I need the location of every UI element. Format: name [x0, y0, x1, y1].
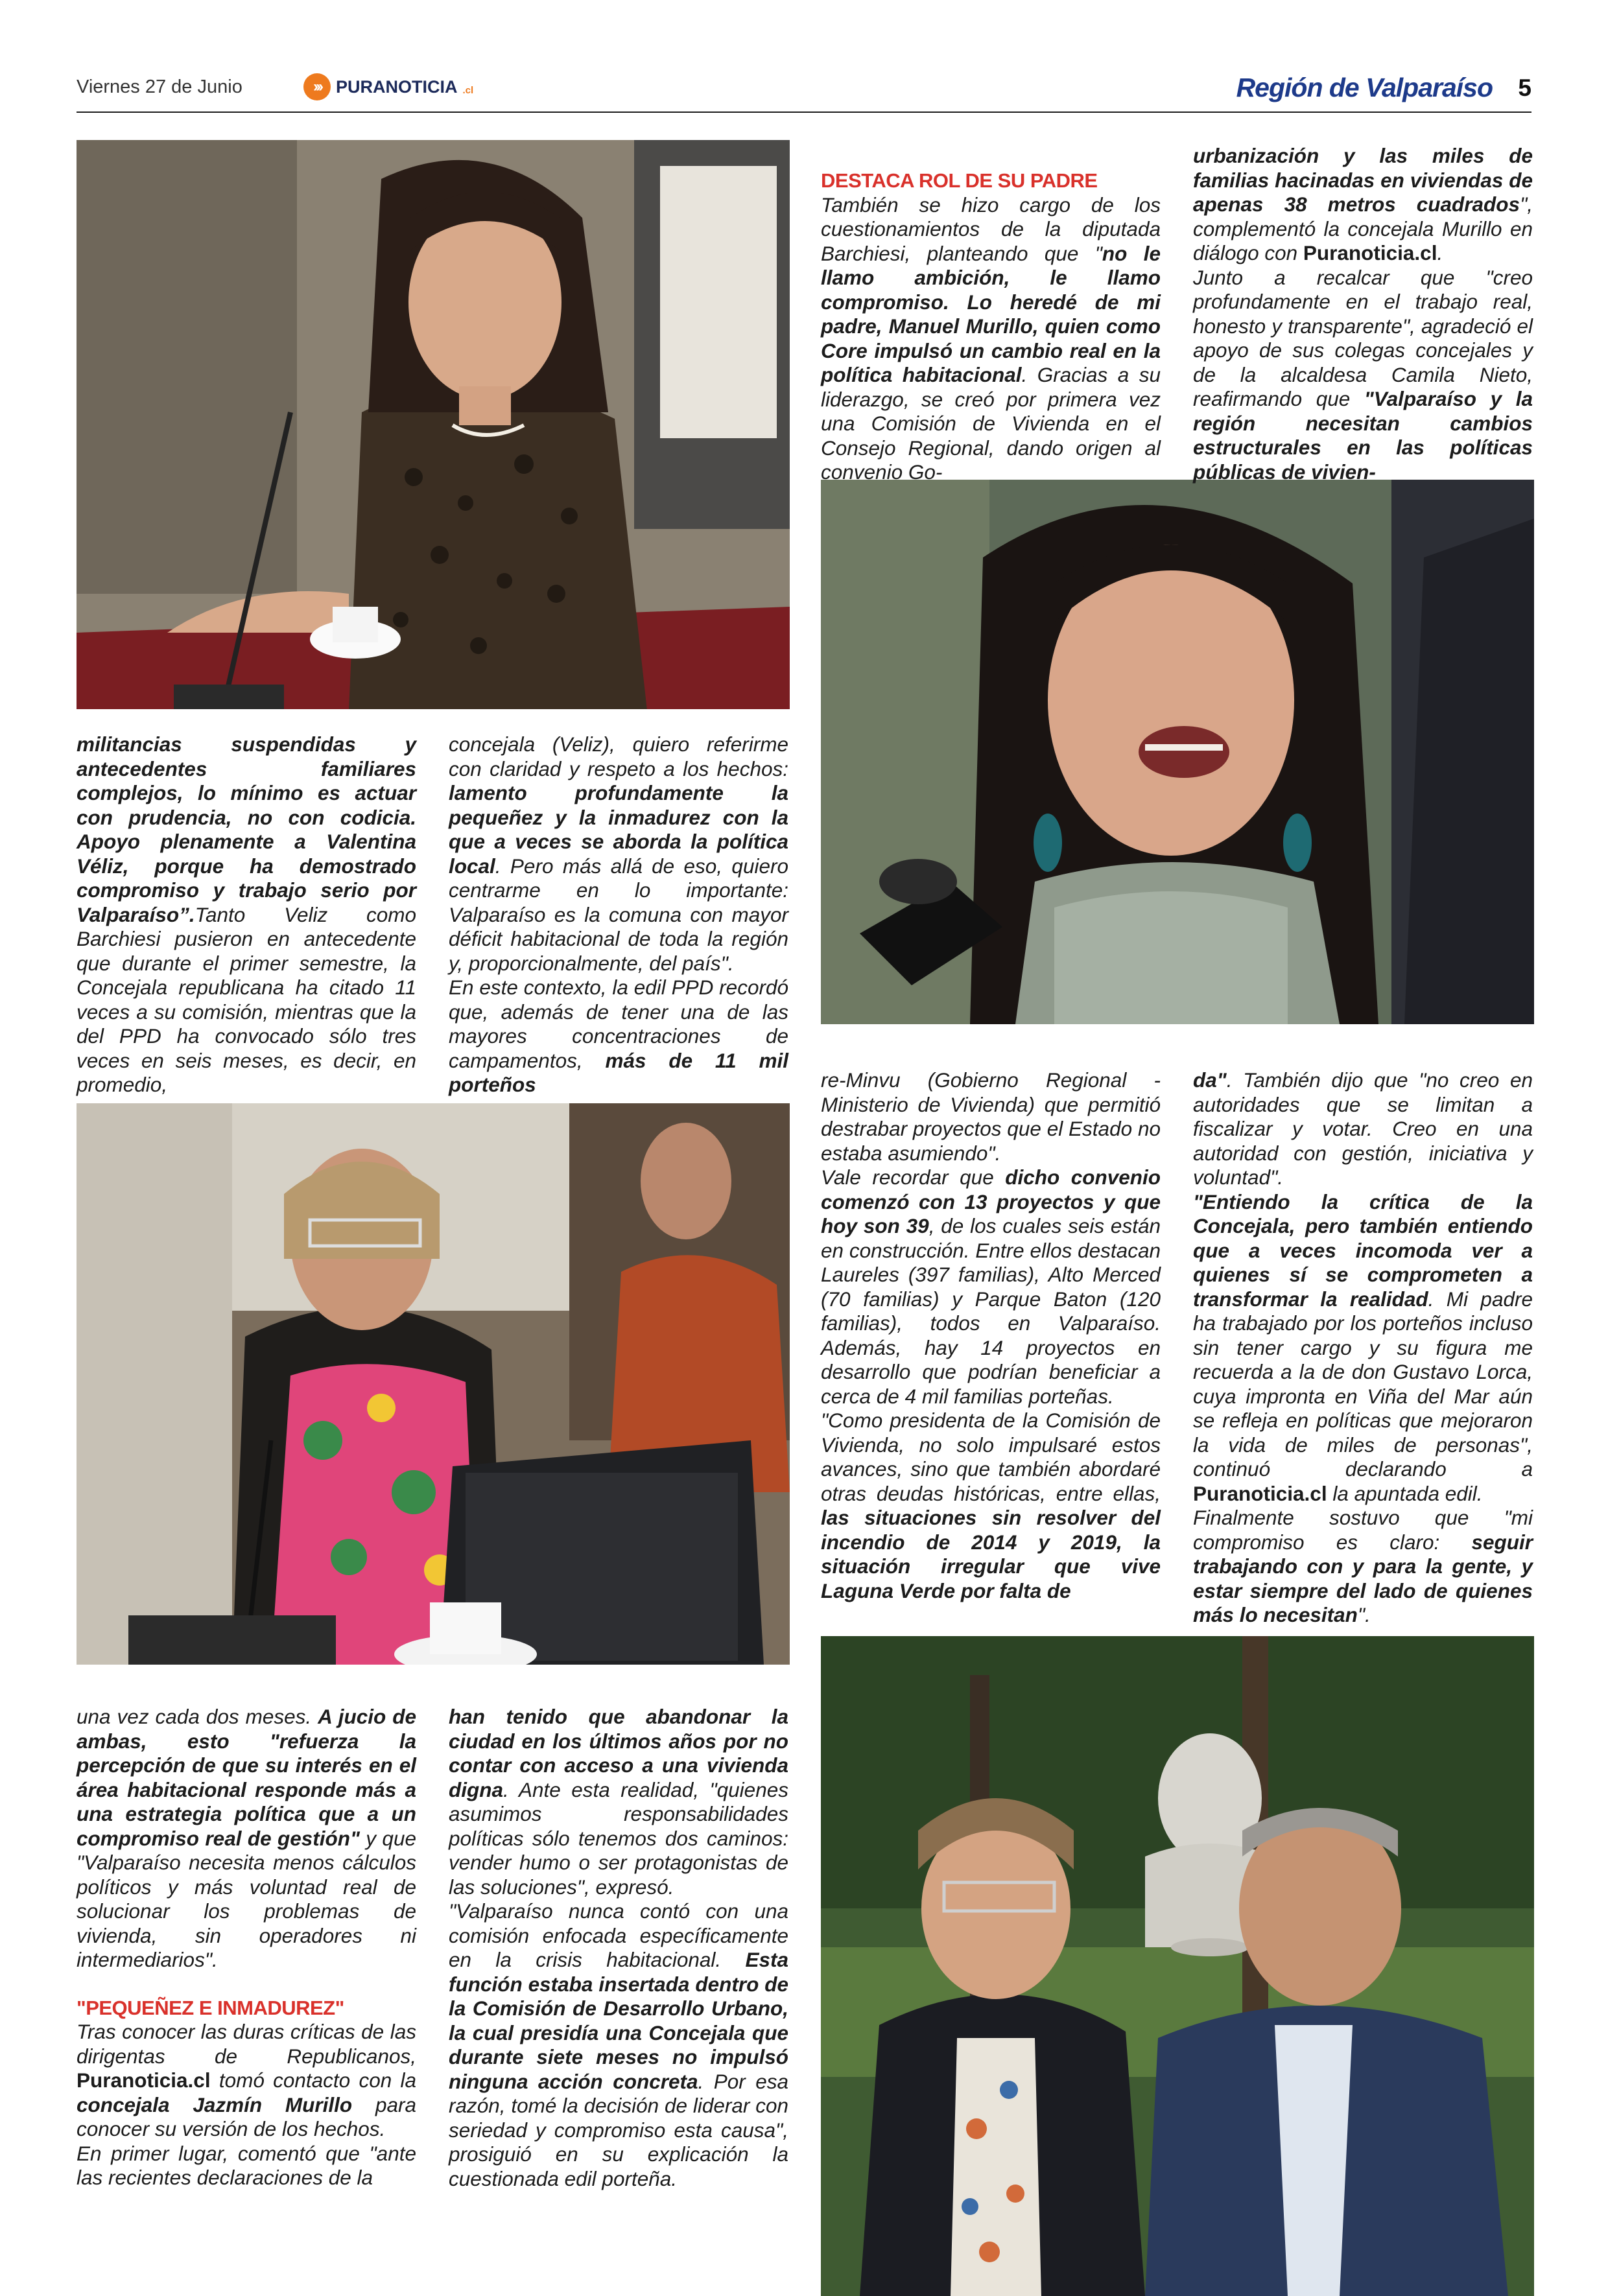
text-run: no le llamo ambición, le llamo compromiso. Lo heredé de mi padre, Manuel Murillo, quien como Core impulsó un cambio real en la política habitacional — [821, 241, 1161, 386]
text-run: . Gracias a su liderazgo, se creó por primera vez una Comisión de Vivienda en el Consejo Regional, dando origen al convenio Go- — [821, 363, 1161, 484]
text-run: concejala (Veliz), quiero referirme con claridad y respeto a los hechos: — [449, 732, 788, 780]
text-run: . — [1437, 241, 1443, 264]
logo-name: PURANOTICIA — [336, 76, 458, 97]
text-run: más de 11 mil porteños — [449, 1048, 788, 1096]
text-run: Finalmente sostuvo que "mi compromiso es claro: — [1193, 1506, 1533, 1554]
text-run: Vale recordar que — [821, 1166, 1006, 1189]
text-run: concejala Jazmín Murillo — [77, 2092, 353, 2116]
column-2-top — [449, 732, 788, 1097]
paragraph — [449, 1705, 788, 2191]
issue-date: Viernes 27 de Junio — [77, 76, 242, 97]
text-run: han tenido que abandonar la ciudad en los últimos años por no contar con acceso a una vivienda digna — [449, 1705, 788, 1801]
text-run: urbanización y las miles de familias hacinadas en viviendas de apenas 38 metros cuadrados — [1193, 144, 1533, 216]
paragraph — [1193, 1068, 1533, 1628]
subheading-father-role: DESTACA ROL DE SU PADRE — [821, 169, 1098, 192]
text-run: En este contexto, la edil PPD recordó que, además de tener una de las mayores concentraciones de campamentos, — [449, 976, 788, 1072]
text-run: "Como presidenta de la Comisión de Vivienda, no solo impulsaré estos avances, sino que también abordaré otras deudas históricas, entre ellas, — [821, 1409, 1161, 1505]
text-run: una vez cada dos meses. — [77, 1705, 318, 1728]
text-run: dicho convenio comenzó con 13 proyectos y que hoy son 39 — [821, 1166, 1161, 1237]
text-run: . Pero más allá de eso, quiero centrarme en lo importante: Valparaíso es la comuna con mayor déficit habitacional de toda la región y, proporcionalmente, del país". — [449, 854, 788, 975]
text-run: seguir trabajando con y para la gente, y estar siempre del lado de quienes más lo necesitan — [1193, 1530, 1533, 1626]
text-run: militancias suspendidas y antecedentes familiares complejos, lo mínimo es actuar con prudencia, no con codicia. Apoyo plenamente a Valentina Véliz, porque ha demostrado compromiso y trabajo serio por Valparaíso”. — [77, 732, 416, 926]
logo-tld: .cl — [462, 84, 474, 96]
text-run: da" — [1193, 1068, 1227, 1092]
section-title: Región de Valparaíso — [1236, 73, 1493, 102]
text-run: , de los cuales seis están en construcción. Entre ellos destacan Laureles (397 familias), Alto Merced (70 familias) y Parque Baton (120 familias), todos en Valparaíso. Además, hay 14 proyectos en desarrollo que podrían beneficiar a cerca de 4 mil familias porteñas. — [821, 1214, 1161, 1408]
text-run: las situaciones sin resolver del incendio de 2014 y 2019, la situación irregular que vive Laguna Verde por falta de — [821, 1506, 1161, 1602]
column-3-top — [821, 169, 1161, 485]
text-run: Tras conocer las duras críticas de las dirigentas de Republicanos, — [77, 2020, 416, 2068]
text-run: . Por esa razón, tomé la decisión de liderar con seriedad y compromiso esta causa", prosiguió en su explicación la cuestionada edil porteña. — [449, 2069, 788, 2190]
text-run: . Mi padre ha trabajado por los porteños incluso sin tener cargo y su figura me recuerda a la de don Gustavo Lorca, cuya impronta en Viña del Mar aún se refleja en políticas que mejoraron la vida de miles de personas", continuó declarando a — [1193, 1287, 1533, 1481]
paragraph — [821, 1068, 1161, 1603]
text-run: En primer lugar, comentó que "ante las recientes declaraciones de la — [77, 2141, 416, 2189]
subheading-smallness: "PEQUEÑEZ E INMADUREZ" — [77, 1996, 344, 2019]
logo-arrows-icon: ››› — [303, 73, 331, 100]
text-run: Puranoticia.cl — [77, 2068, 211, 2092]
text-run: la apuntada edil. — [1327, 1481, 1483, 1505]
text-run: ", complementó la concejala Murillo en diálogo con — [1193, 193, 1533, 264]
text-run: para conocer su versión de los hechos. — [77, 2092, 416, 2140]
page-number: 5 — [1518, 75, 1531, 101]
column-3-middle — [821, 1068, 1161, 1603]
header-rule — [77, 111, 1531, 113]
column-4-top — [1193, 144, 1533, 484]
text-run: tomó contacto con la — [210, 2068, 416, 2092]
column-4-middle — [1193, 1068, 1533, 1628]
column-2-bottom — [449, 1705, 788, 2191]
paragraph — [77, 1705, 416, 1973]
photo-woman-laptop — [77, 1103, 790, 1665]
text-run: Tanto Veliz como Barchiesi pusieron en antecedente que durante el primer semestre, la Concejala republicana ha citado 11 veces a su comisión, mientras que la del PPD ha convocado sólo tres veces en seis meses, es decir, en promedio, — [77, 902, 416, 1096]
photo-woman-speaking — [821, 480, 1534, 1024]
paragraph — [77, 732, 416, 1097]
text-run: ". — [1357, 1603, 1371, 1626]
paragraph — [821, 193, 1161, 485]
text-run: . Ante esta realidad, "quienes asumimos responsabilidades políticas sólo tenemos dos caminos: vender humo o ser protagonistas de las soluciones", expresó. — [449, 1777, 788, 1899]
photo-woman-seated — [77, 140, 790, 709]
text-run: Esta función estaba insertada dentro de la Comisión de Desarrollo Urbano, la cual presidía una Concejala que durante siete meses no impulsó ninguna acción concreta — [449, 1948, 788, 2093]
paragraph — [1193, 144, 1533, 484]
text-run: Junto a recalcar que "creo profundamente en el trabajo real, honesto y transparente", agradeció el apoyo de sus colegas concejales y de la alcaldesa Camila Nieto, reafirmando que — [1193, 265, 1533, 410]
text-run: A jucio de ambas, esto "refuerza la percepción de que su interés en el área habitacional responde más a una estrategia política que a un compromiso real de gestión" — [77, 1705, 416, 1850]
column-1-top — [77, 732, 416, 1097]
photo-pair-garden — [821, 1636, 1534, 2296]
text-run: "Valparaíso y la región necesitan cambios estructurales en las políticas públicas de vivien- — [1193, 387, 1533, 484]
paragraph — [77, 2020, 416, 2190]
text-run: lamento profundamente la pequeñez y la inmadurez con la que a veces se aborda la política local — [449, 781, 788, 878]
text-run: . También dijo que "no creo en autoridades que se limitan a fiscalizar y votar. Creo en una autoridad con gestión, iniciativa y voluntad". — [1193, 1068, 1533, 1189]
paragraph — [449, 732, 788, 1097]
text-run: "Entiendo la crítica de la Concejala, pero también entiendo que a veces incomoda ver a quienes sí se comprometen a transformar la realidad — [1193, 1189, 1533, 1311]
text-run: re-Minvu (Gobierno Regional - Ministerio de Vivienda) que permitió destrabar proyectos que el Estado no estaba asumiendo". — [821, 1068, 1161, 1165]
text-run: "Valparaíso nunca contó con una comisión enfocada específicamente en la crisis habitacional. — [449, 1899, 788, 1971]
text-run: Puranoticia.cl — [1193, 1481, 1327, 1505]
text-run: Puranoticia.cl — [1303, 241, 1437, 264]
text-run: También se hizo cargo de los cuestionamientos de la diputada Barchiesi, planteando que " — [821, 193, 1161, 265]
text-run: y que "Valparaíso necesita menos cálculos políticos y más voluntad real de solucionar los problemas de vivienda, sin operadores ni intermediarios". — [77, 1826, 416, 1971]
puranoticia-logo — [303, 73, 473, 101]
column-1-bottom — [77, 1705, 416, 2190]
